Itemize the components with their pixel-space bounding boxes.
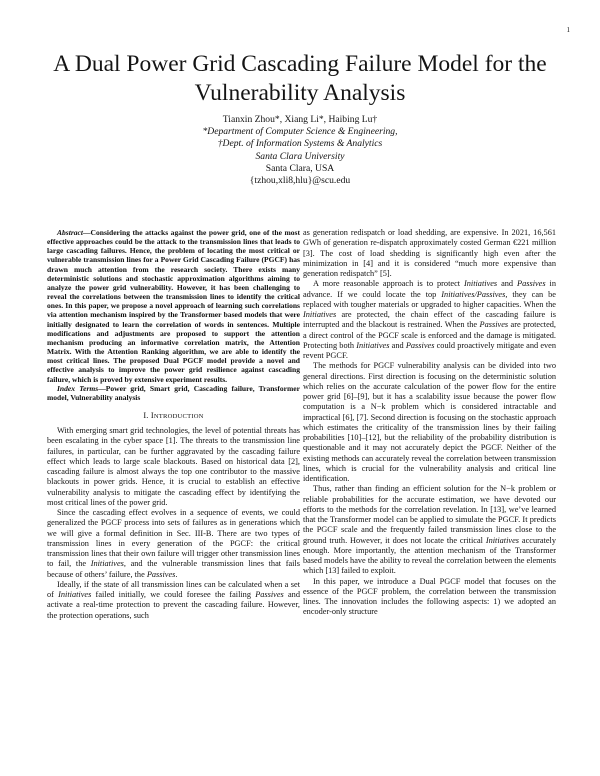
body-paragraph-r5: In this paper, we introduce a Dual PGCF model that focuses on the essence of the PGCF problem, the correlation between the transmission lines. The innovation includes the following aspects: 1) we adopted an encoder-only structure bbox=[303, 576, 556, 617]
text-span: are protected, the chain effect of the cascading failure is interrupted and the blackout is restrained. When the bbox=[303, 310, 556, 330]
text-span: , they can be replaced with tougher materials or upgraded to higher capacities. When the bbox=[303, 289, 556, 309]
body-paragraph-r2 bbox=[303, 279, 556, 361]
term-initiatives-passives: Initiatives/Passives bbox=[441, 289, 506, 299]
term-passives: Passives bbox=[517, 279, 546, 289]
abstract bbox=[47, 228, 300, 384]
section-numeral: I. bbox=[143, 410, 149, 420]
email: {tzhou,xli8,hlu}@scu.edu bbox=[249, 175, 351, 187]
affiliation-1: *Department of Computer Science & Engineering, bbox=[202, 126, 398, 138]
body-paragraph-r1: as generation redispatch or load shedding, are expensive. In 2021, 16,561 GWh of generation re-dispatch approximately costed German €221 million [3]. The cost of load shedding is significantly high even after the minimization in [4] and it is considered “much more expensive than generation redispatch” [5]. bbox=[303, 228, 556, 278]
text-span: Since the cascading effect evolves in a sequence of events, we could generalized the PGCF process into sets of failures as in generations which we will give a formal definition in Sec. III-B. There are two types of transmission lines in every generation of the PGCF: the critical transmission lines that their own failure will trigger other transmission lines to fail, the bbox=[47, 508, 300, 569]
text-span: , and the vulnerable transmission lines that fails because of others’ failure, the bbox=[47, 559, 300, 579]
text-span: are protected, a direct control of the PGCF scale is enforced and the damage is mitigated. Protecting both bbox=[303, 320, 557, 350]
author-names: Tianxin Zhou*, Xiang Li*, Haibing Lu† bbox=[222, 114, 378, 125]
term-initiatives: Initiatives bbox=[356, 340, 390, 350]
text-span: could proactively mitigate and even revent PGCF. bbox=[303, 340, 556, 360]
text-span: and bbox=[389, 340, 406, 350]
index-terms-text: —Power grid, Smart grid, Cascading failure, Transformer model, Vulnerability analysis bbox=[47, 383, 300, 402]
term-initiatives: Initiatives bbox=[58, 590, 92, 600]
term-initiatives: Initiatives bbox=[303, 310, 337, 319]
term-initiatives: Initiatives bbox=[463, 279, 498, 289]
term-passives: Passives bbox=[146, 569, 176, 579]
index-terms-lead: Index Terms bbox=[57, 383, 99, 393]
term-passives: Passives bbox=[255, 590, 284, 600]
text-span: and activate a real-time protection to prevent the cascading failure. However, the protection operations, such bbox=[47, 590, 300, 620]
term-passives: Passives bbox=[405, 340, 435, 350]
intro-paragraph-2 bbox=[47, 508, 300, 580]
page-number: 1 bbox=[566, 26, 570, 34]
abstract-lead: Abstract bbox=[57, 228, 83, 237]
abstract-text: —Considering the attacks against the power grid, one of the most effective approaches could be the attack to the transmission lines that leads to large cascading failures. Hence, the problem of locating the most critical or vulnerable transmission lines for a Power Grid Cascading Failure (PGCF) has drawn much attention from the research society. There exists many deterministic solutions and stochastic approximation algorithms aiming to analyze the power grid vulnerability. However, it has been challenging to reveal the correlations between the transmission lines to identify the critical ones. In this paper, we propose a novel approach of learning such correlations via attention mechanism inspired by the Transformer based models that were initially designated to learn the correlation of words in sentences. Multiple modifications and adjustments are proposed to support the attention mechanism producing an informative correlation matrix, the Attention Matrix. With the Attention Ranking algorithm, we are able to identify the most critical lines. The proposed Dual PGCF model provide a novel and effective analysis to improve the power grid resilience against cascading failure, which is proved by extensive experiment results. bbox=[47, 228, 300, 384]
left-column bbox=[47, 228, 300, 621]
text-span: and bbox=[497, 279, 518, 289]
text-span: Ideally, if the state of all transmission lines can be calculated when a set of bbox=[47, 579, 300, 600]
text-span: accurately enough. More importantly, the attention mechanism of the Transformer based models have the ability to reveal the correlation between the elements which [13] failed to exploit. bbox=[303, 535, 556, 576]
author-block bbox=[30, 114, 570, 187]
section-title-rest: NTRODUCTION bbox=[153, 412, 204, 420]
body-paragraph-r4 bbox=[303, 484, 556, 576]
affiliation-2: †Dept. of Information Systems & Analytics bbox=[217, 138, 383, 150]
text-span: . bbox=[175, 569, 178, 579]
section-heading-introduction bbox=[47, 411, 300, 422]
section-title-initial: I bbox=[150, 410, 154, 420]
index-terms bbox=[47, 384, 300, 402]
text-span: A more reasonable approach is to protect bbox=[313, 279, 464, 289]
location: Santa Clara, USA bbox=[265, 162, 335, 174]
intro-paragraph-1: With emerging smart grid technologies, the level of potential threats has been escalating in the cyber space [1]. The threats to the transmission line failures, in particular, can be further aggravated by the cascading failure effect which leads to large scale blackouts. Based on historical data [2], cascading failure is almost always the top one contributor to the massive blackouts in power grids. Hence, it is crucial to establish an effective vulnerability analysis to mitigate the cascading effect by identifying the most critical lines of the power grid. bbox=[47, 426, 300, 507]
term-initiatives: Initiatives bbox=[90, 559, 124, 569]
university: Santa Clara University bbox=[255, 150, 345, 162]
text-span: failed initially, we could foresee the failing bbox=[91, 590, 256, 600]
intro-paragraph-3 bbox=[47, 580, 300, 621]
paper-title: A Dual Power Grid Cascading Failure Model for the Vulnerability Analysis bbox=[53, 51, 547, 106]
term-passives: Passives bbox=[479, 320, 509, 330]
right-column bbox=[303, 228, 556, 618]
body-paragraph-r3: The methods for PGCF vulnerability analysis can be divided into two general directions. First direction is focusing on the deterministic solution which relies on the accurate calculation of the power flow for the entire power grid [6]–[9], but it has a scalability issue because the power flow computation is a N−k problem which is considered intractable and impractical [6], [7]. Second direction is focusing on the stochastic approach which estimates the criticality of the transmission lines by their failing probabilities [10]–[12], but the reliability of the probability distribution is questionable and it may not accurately depict the PGCF. Neither of the existing methods can accurately reveal the correlation between transmission lines, which is crucial for the vulnerability analysis and critical line identification. bbox=[303, 361, 556, 483]
term-initiatives: Initiatives bbox=[485, 535, 520, 545]
text-span: Thus, rather than finding an efficient solution for the N−k problem or reliable probabilities for the accurate estimation, we have devoted our efforts to the methods for the correlation revelation. In [13], we’ve learned that the Transformer model can be applied to simulate the PGCF. It predicts the PGCF scale and the frequently failed transmission lines close to the ground truth. However, it does not locate the critical bbox=[303, 484, 556, 545]
text-span: in advance. If we could locate the top bbox=[303, 279, 556, 299]
